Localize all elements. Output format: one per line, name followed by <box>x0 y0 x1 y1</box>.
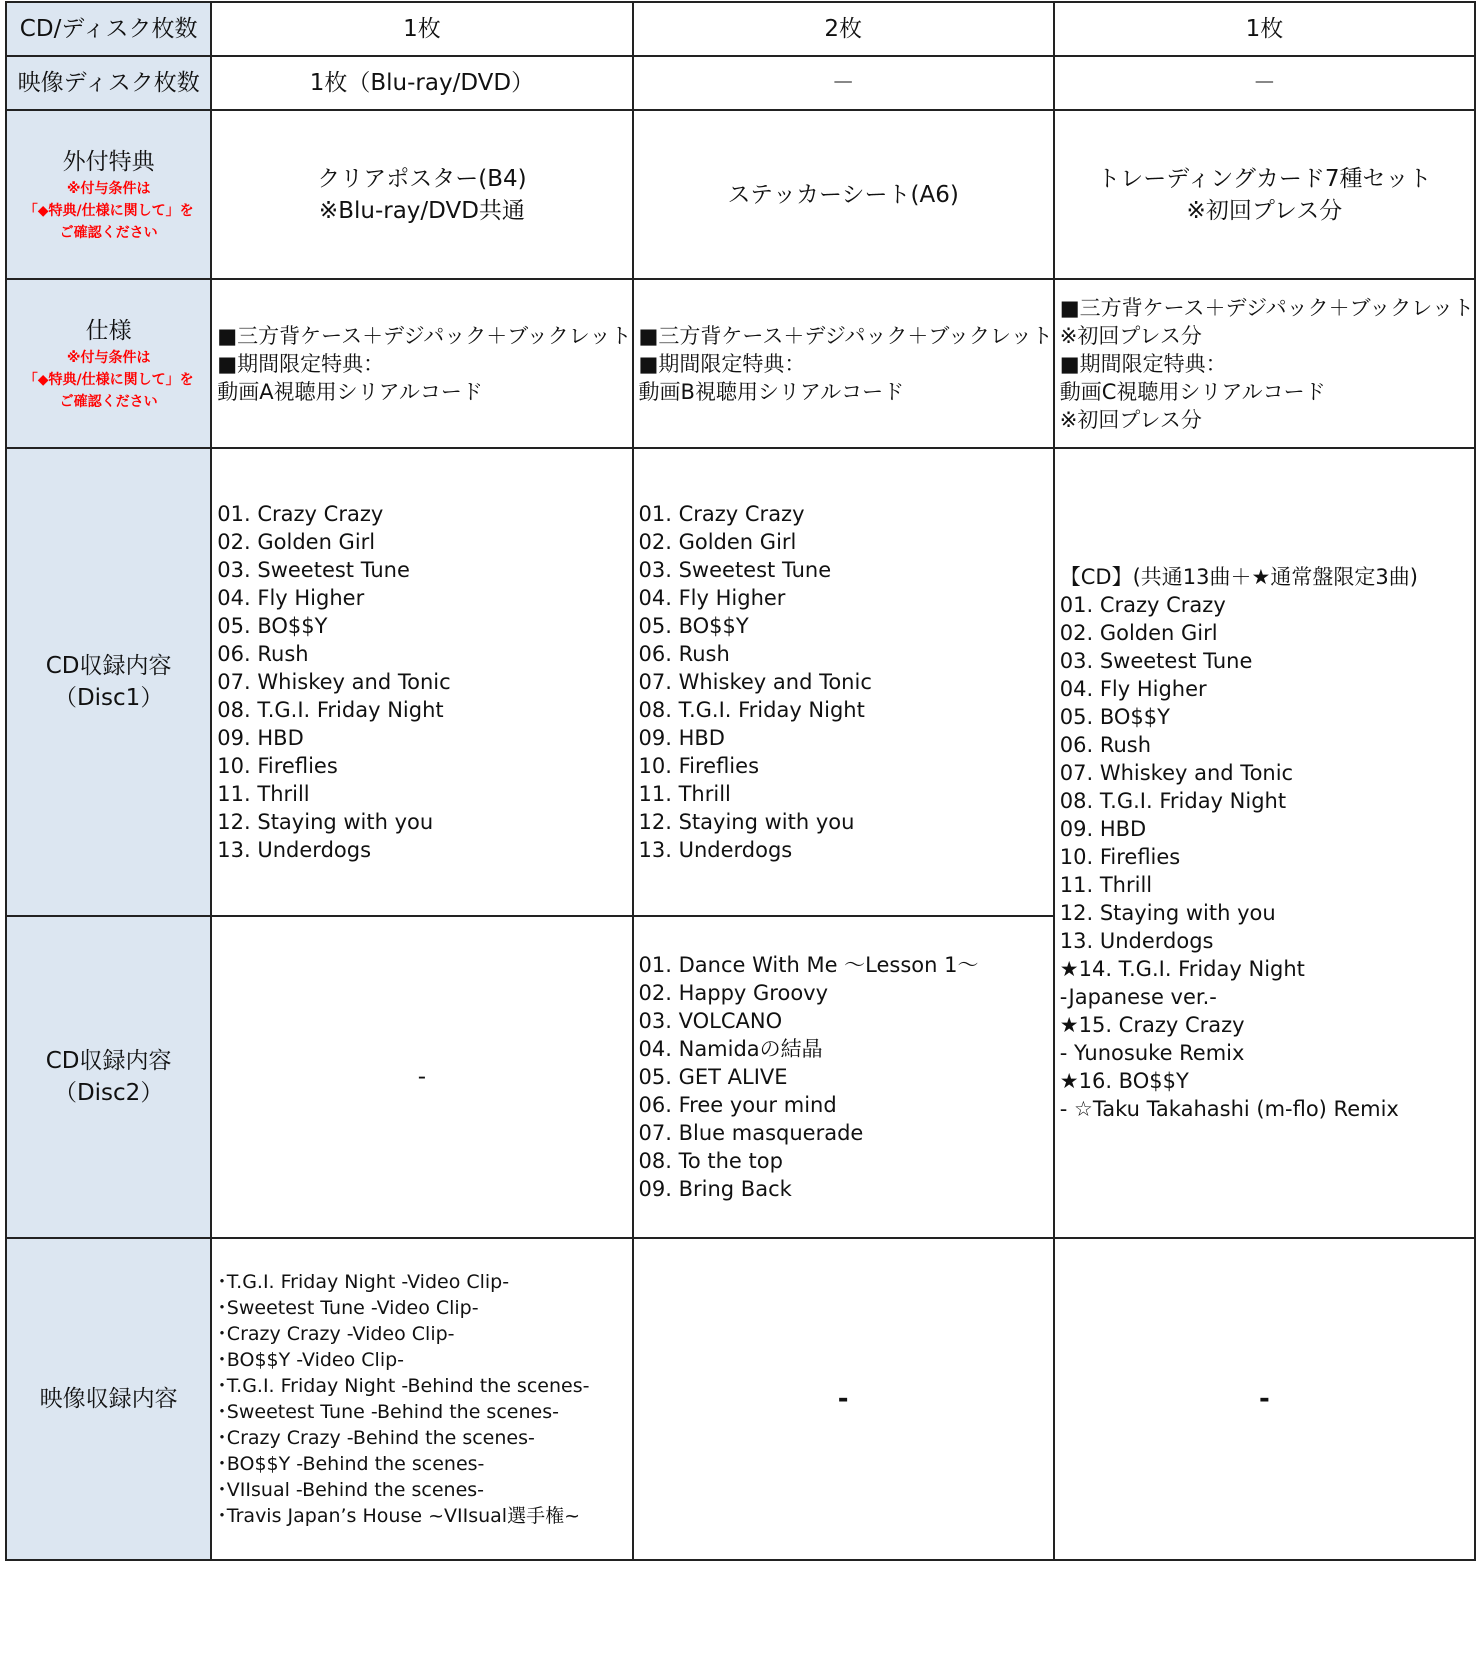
header-spec <box>6 279 211 448</box>
header-bonus <box>6 110 211 279</box>
track-list-item: 12. Staying with you <box>1059 901 1276 925</box>
track-list-item: ★14. T.G.I. Friday Night <box>1059 957 1305 981</box>
cell-bonus-3 <box>1054 110 1475 279</box>
cell-disc2-1: - <box>211 916 632 1238</box>
track-list-item: 05. BO$$Y <box>638 614 749 638</box>
spec-1-line-1: ■三方背ケース＋デジパック＋ブックレット <box>217 323 632 348</box>
track-list-item: 02. Golden Girl <box>217 530 376 554</box>
bonus-1-line-1: クリアポスター(B4) <box>317 165 527 192</box>
header-bonus-note-1: ※付与条件は <box>66 180 151 197</box>
cell-disc-3 <box>1054 448 1475 1238</box>
track-list-item: 08. T.G.I. Friday Night <box>1059 789 1287 813</box>
track-list-item: 01. Dance With Me ～Lesson 1～ <box>638 953 979 977</box>
cell-video-2: - <box>633 1238 1054 1560</box>
video-list-item: ･Travis Japan’s House ~VIIsual選手権~ <box>217 1505 580 1527</box>
track-list-item: 13. Underdogs <box>1059 929 1214 953</box>
track-list-item: 08. T.G.I. Friday Night <box>638 698 865 722</box>
header-disc2 <box>6 916 211 1238</box>
track-list-item: 12. Staying with you <box>638 810 855 834</box>
row-disc1 <box>6 448 1475 916</box>
spec-2-line-1: ■三方背ケース＋デジパック＋ブックレット <box>638 323 1053 348</box>
row-bonus <box>6 110 1475 279</box>
track-list-item: 03. Sweetest Tune <box>1059 649 1253 673</box>
video-list-item: ･VIIsual -Behind the scenes- <box>217 1479 485 1501</box>
spec-2-line-3: 動画B視聴用シリアルコード <box>638 379 905 404</box>
track-list-item: 03. Sweetest Tune <box>217 558 410 582</box>
row-disc-count <box>6 2 1475 56</box>
track-list-item: 04. Namidaの結晶 <box>638 1037 823 1061</box>
track-list-item: ★16. BO$$Y <box>1059 1069 1189 1093</box>
cell-video-disc-count-1: 1枚（Blu-ray/DVD） <box>211 56 632 110</box>
header-disc-count: CD/ディスク枚数 <box>6 2 211 56</box>
track-list-item: 13. Underdogs <box>217 838 372 862</box>
edition-comparison-table <box>5 1 1476 1561</box>
header-bonus-title: 外付特典 <box>62 148 155 175</box>
track-list-item: 05. BO$$Y <box>1059 705 1170 729</box>
track-list-heading: 【CD】(共通13曲＋★通常盤限定3曲) <box>1059 565 1418 589</box>
cell-disc-count-1: 1枚 <box>211 2 632 56</box>
cell-bonus-2 <box>633 110 1054 279</box>
header-disc1 <box>6 448 211 916</box>
track-list-item: 04. Fly Higher <box>1059 677 1207 701</box>
track-list-item: 10. Fireflies <box>1059 845 1181 869</box>
cell-bonus-1 <box>211 110 632 279</box>
track-list-item: - Yunosuke Remix <box>1059 1041 1245 1065</box>
track-list-item: 02. Golden Girl <box>638 530 797 554</box>
video-list-item: ･BO$$Y -Behind the scenes- <box>217 1453 485 1475</box>
header-spec-note-2: 「◆特典/仕様に関して」を <box>23 371 194 388</box>
track-list-item: 11. Thrill <box>638 782 731 806</box>
track-list-item: 07. Blue masquerade <box>638 1121 864 1145</box>
cell-spec-3 <box>1054 279 1475 448</box>
header-spec-title: 仕様 <box>85 317 132 344</box>
header-bonus-note-2: 「◆特典/仕様に関して」を <box>23 202 194 219</box>
cell-video-3: - <box>1054 1238 1475 1560</box>
cell-spec-1 <box>211 279 632 448</box>
row-spec <box>6 279 1475 448</box>
track-list-item: 01. Crazy Crazy <box>1059 593 1226 617</box>
track-list-item: 09. HBD <box>638 726 725 750</box>
cell-disc2-2 <box>633 916 1054 1238</box>
header-spec-note-1: ※付与条件は <box>66 349 151 366</box>
video-list-item: ･BO$$Y -Video Clip- <box>217 1349 405 1371</box>
track-list-item: 02. Golden Girl <box>1059 621 1218 645</box>
cell-disc-count-3: 1枚 <box>1054 2 1475 56</box>
header-disc2-line-1: CD収録内容 <box>45 1048 172 1074</box>
track-list-item: 13. Underdogs <box>638 838 793 862</box>
spec-3-line-2: ※初回プレス分 <box>1059 323 1202 348</box>
header-spec-note-3: ご確認ください <box>59 393 158 410</box>
track-list-item: 09. Bring Back <box>638 1177 792 1201</box>
video-list-item: ･T.G.I. Friday Night -Video Clip- <box>217 1271 510 1293</box>
track-list-item: 11. Thrill <box>217 782 310 806</box>
track-list-item: 09. HBD <box>217 726 304 750</box>
track-list-item: 02. Happy Groovy <box>638 981 829 1005</box>
track-list-item: 06. Free your mind <box>638 1093 837 1117</box>
video-list-item: ･Sweetest Tune -Behind the scenes- <box>217 1401 559 1423</box>
row-video-disc-count <box>6 56 1475 110</box>
track-list-item: 01. Crazy Crazy <box>638 502 805 526</box>
cell-disc1-2 <box>633 448 1054 916</box>
spec-3-line-1: ■三方背ケース＋デジパック＋ブックレット <box>1059 295 1474 320</box>
header-disc1-line-2: （Disc1） <box>53 685 164 711</box>
video-list-item: ･Crazy Crazy -Behind the scenes- <box>217 1427 535 1449</box>
track-list-item: 05. GET ALIVE <box>638 1065 788 1089</box>
track-list-item: 07. Whiskey and Tonic <box>217 670 451 694</box>
header-video: 映像収録内容 <box>6 1238 211 1560</box>
track-list-item: 07. Whiskey and Tonic <box>1059 761 1294 785</box>
video-list-item: ･Crazy Crazy -Video Clip- <box>217 1323 455 1345</box>
track-list-item: 09. HBD <box>1059 817 1147 841</box>
track-list-item: 04. Fly Higher <box>638 586 786 610</box>
track-list-item: ★15. Crazy Crazy <box>1059 1013 1245 1037</box>
track-list-item: 03. VOLCANO <box>638 1009 783 1033</box>
cell-disc1-1 <box>211 448 632 916</box>
bonus-3-line-1: トレーディングカード7種セット <box>1097 165 1432 192</box>
track-list-item: 07. Whiskey and Tonic <box>638 670 872 694</box>
video-list-item: ･Sweetest Tune -Video Clip- <box>217 1297 479 1319</box>
header-bonus-note-3: ご確認ください <box>59 224 158 241</box>
track-list-item: 06. Rush <box>638 642 730 666</box>
cell-video-1 <box>211 1238 632 1560</box>
spec-1-line-3: 動画A視聴用シリアルコード <box>217 379 483 404</box>
track-list-item: 10. Fireflies <box>638 754 760 778</box>
track-list-item: 03. Sweetest Tune <box>638 558 832 582</box>
track-list-item: 08. T.G.I. Friday Night <box>217 698 444 722</box>
cell-disc-count-2: 2枚 <box>633 2 1054 56</box>
track-list-item: - ☆Taku Takahashi (m-flo) Remix <box>1059 1097 1399 1121</box>
row-video <box>6 1238 1475 1560</box>
track-list-item: 04. Fly Higher <box>217 586 365 610</box>
track-list-item: 06. Rush <box>217 642 309 666</box>
track-list-item: 11. Thrill <box>1059 873 1153 897</box>
track-list-item: -Japanese ver.- <box>1059 985 1217 1009</box>
spec-2-line-2: ■期間限定特典： <box>638 351 806 376</box>
header-video-disc-count: 映像ディスク枚数 <box>6 56 211 110</box>
track-list-item: 06. Rush <box>1059 733 1152 757</box>
header-disc2-line-2: （Disc2） <box>53 1080 164 1106</box>
track-list-item: 01. Crazy Crazy <box>217 502 384 526</box>
header-disc1-line-1: CD収録内容 <box>45 653 172 679</box>
spec-3-line-3: ■期間限定特典： <box>1059 351 1227 376</box>
bonus-3-line-2: ※初回プレス分 <box>1186 197 1343 224</box>
track-list-item: 10. Fireflies <box>217 754 338 778</box>
spec-3-line-4: 動画C視聴用シリアルコード <box>1059 379 1326 404</box>
spec-3-line-5: ※初回プレス分 <box>1059 407 1202 432</box>
track-list-item: 05. BO$$Y <box>217 614 328 638</box>
video-list-item: ･T.G.I. Friday Night -Behind the scenes- <box>217 1375 590 1397</box>
cell-video-disc-count-3: － <box>1054 56 1475 110</box>
track-list-item: 08. To the top <box>638 1149 783 1173</box>
cell-spec-2 <box>633 279 1054 448</box>
spec-1-line-2: ■期間限定特典： <box>217 351 385 376</box>
track-list-item: 12. Staying with you <box>217 810 434 834</box>
cell-video-disc-count-2: － <box>633 56 1054 110</box>
bonus-2-line-1: ステッカーシート(A6) <box>727 181 959 208</box>
bonus-1-line-2: ※Blu-ray/DVD共通 <box>318 197 525 224</box>
